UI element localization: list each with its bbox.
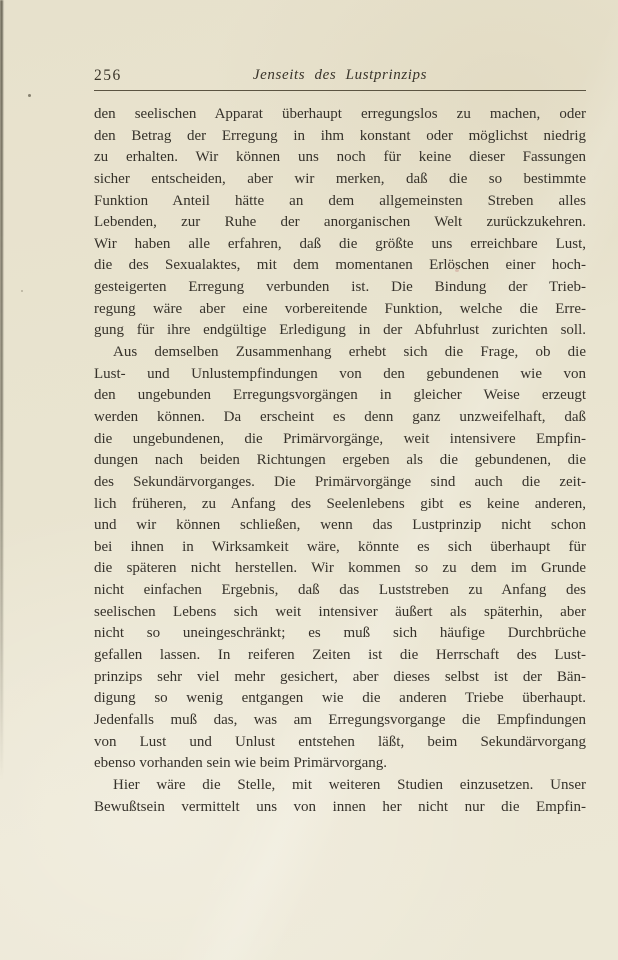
text-line: des Sekundärvorganges. Die Primärvorgänge sind auch die zeit- [94, 473, 586, 490]
text-line: lich früheren, zu Anfang des Seelenlebens gibt es keine anderen, [94, 495, 586, 512]
paper-speck [21, 290, 23, 292]
text-line: bei ihnen in Wirksamkeit wäre, könnte es sich überhaupt für [94, 538, 586, 555]
text-line: die ungebundenen, die Primärvorgänge, weit intensivere Empfin- [94, 430, 586, 447]
text-line: regung wäre aber eine vorbereitende Funktion, welche die Erre- [94, 300, 586, 317]
scan-gutter-shadow [0, 0, 3, 780]
text-line: die des Sexualaktes, mit dem momentanen Erlöschen einer hoch- [94, 257, 586, 274]
text-line: und wir können schließen, wenn das Lustprinzip nicht schon [94, 517, 586, 534]
text-line: Jedenfalls muß das, was am Erregungsvorgange die Empfindungen [94, 711, 586, 728]
text-line: den ungebunden Erregungsvorgängen in gleicher Weise erzeugt [94, 387, 586, 404]
text-line: Funktion Anteil hätte an dem allgemeinsten Streben alles [94, 192, 586, 209]
text-line: nicht einfachen Ergebnis, daß das Luststreben zu Anfang des [94, 582, 586, 599]
text-line: gefallen lassen. In reiferen Zeiten ist die Herrschaft des Lust- [94, 647, 586, 664]
text-line: Aus demselben Zusammenhang erhebt sich die Frage, ob die [113, 344, 586, 361]
text-line: Lust- und Unlustempfindungen von den gebundenen wie von [94, 365, 586, 382]
text-line: gesteigerten Erregung verbunden ist. Die Bindung der Trieb- [94, 279, 586, 296]
text-line: nicht so uneingeschränkt; es muß sich häufige Durchbrüche [94, 625, 586, 642]
text-line: zu erhalten. Wir können uns noch für keine dieser Fassungen [94, 149, 586, 166]
text-line: werden können. Da erscheint es denn ganz unzweifelhaft, daß [94, 408, 586, 425]
text-line: von Lust und Unlust entstehen läßt, beim Sekundärvorgang [94, 733, 586, 750]
text-line: digung so wenig entgangen wie die anderen Triebe überhaupt. [94, 690, 586, 707]
text-line: prinzips sehr viel mehr gesichert, aber dieses selbst ist der Bän- [94, 668, 586, 685]
page-number: 256 [94, 67, 122, 84]
text-line: sicher entscheiden, aber wir merken, daß die so bestimmte [94, 170, 586, 187]
text-line: Lebenden, zur Ruhe der anorganischen Welt zurückzukehren. [94, 214, 586, 231]
text-line: dungen nach beiden Richtungen ergeben als die gebundenen, die [94, 452, 586, 469]
running-title: Jenseits des Lustprinzips [252, 67, 428, 83]
header-rule [94, 90, 586, 91]
text-line: Wir haben alle erfahren, daß die größte uns erreichbare Lust, [94, 235, 586, 252]
body-text [94, 104, 586, 818]
paper-speck [28, 94, 31, 97]
text-line: den Betrag der Erregung in ihm konstant oder möglichst niedrig [94, 127, 586, 144]
text-line: die späteren nicht herstellen. Wir kommen so zu dem im Grunde [94, 560, 586, 577]
text-line: Hier wäre die Stelle, mit weiteren Studien einzusetzen. Unser [113, 776, 586, 793]
text-line: seelischen Lebens sich weit intensiver äußert als späterhin, aber [94, 603, 586, 620]
text-line: ebenso vorhanden sein wie beim Primärvorgang. [94, 755, 387, 772]
page-header [94, 67, 586, 89]
text-line: den seelischen Apparat überhaupt erregungslos zu machen, oder [94, 106, 586, 122]
text-line: gung für ihre endgültige Erledigung in der Abfuhrlust zurichten soll. [94, 322, 586, 339]
text-line: Bewußtsein vermittelt uns von innen her nicht nur die Empfin- [94, 798, 586, 815]
